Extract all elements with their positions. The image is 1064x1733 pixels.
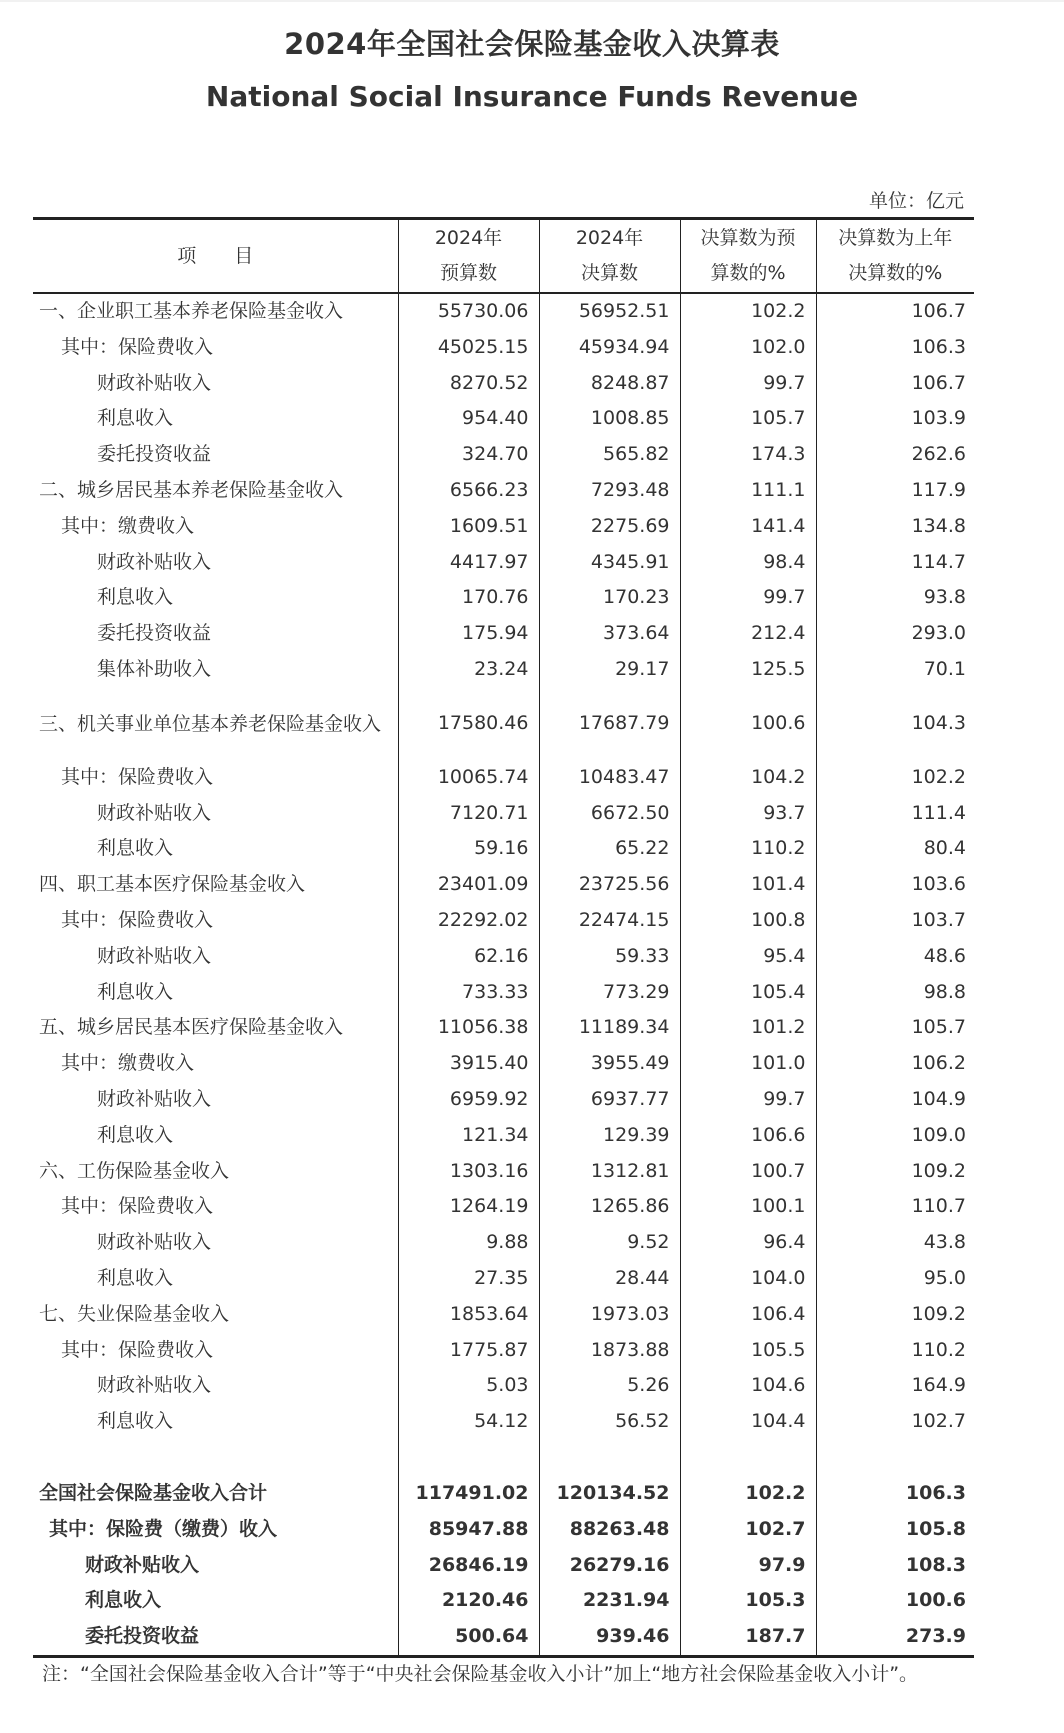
row-label: 委托投资收益 bbox=[97, 443, 212, 466]
table-row bbox=[33, 545, 974, 581]
pct-budget-value: 104.6 bbox=[680, 1368, 816, 1404]
budget-value: 55730.06 bbox=[398, 293, 539, 330]
top-divider bbox=[0, 0, 1064, 2]
header-final-line2: 决算数 bbox=[580, 262, 638, 284]
final-value: 1873.88 bbox=[539, 1333, 680, 1369]
budget-value: 324.70 bbox=[398, 437, 539, 473]
budget-value: 17580.46 bbox=[398, 688, 539, 760]
header-final bbox=[539, 219, 680, 294]
table-row bbox=[33, 616, 974, 652]
pct-budget-value: 99.7 bbox=[680, 580, 816, 616]
pct-prev-value: 273.9 bbox=[816, 1619, 974, 1656]
pct-budget-value: 99.7 bbox=[680, 366, 816, 402]
budget-value: 1264.19 bbox=[398, 1189, 539, 1225]
table-row bbox=[33, 1368, 974, 1404]
pct-prev-value: 117.9 bbox=[816, 473, 974, 509]
row-label: 七、失业保险基金收入 bbox=[39, 1302, 230, 1325]
row-label: 其中：缴费收入 bbox=[61, 1052, 195, 1075]
final-value: 170.23 bbox=[539, 580, 680, 616]
table-row bbox=[33, 1333, 974, 1369]
row-label: 利息收入 bbox=[85, 1589, 162, 1612]
budget-value: 4417.97 bbox=[398, 545, 539, 581]
budget-value: 1775.87 bbox=[398, 1333, 539, 1369]
row-label: 一、企业职工基本养老保险基金收入 bbox=[39, 300, 344, 322]
pct-prev-value: 105.8 bbox=[816, 1512, 974, 1548]
row-label: 其中：保险费（缴费）收入 bbox=[49, 1517, 278, 1540]
row-label: 利息收入 bbox=[97, 1410, 174, 1433]
row-label: 委托投资收益 bbox=[33, 1619, 398, 1656]
final-value: 29.17 bbox=[539, 652, 680, 688]
table-row bbox=[33, 293, 974, 330]
spacer-row bbox=[33, 1440, 974, 1476]
budget-value: 6959.92 bbox=[398, 1082, 539, 1118]
pct-prev-value: 48.6 bbox=[816, 939, 974, 975]
final-value: 2275.69 bbox=[539, 509, 680, 545]
budget-value: 733.33 bbox=[398, 975, 539, 1011]
row-label: 利息收入 bbox=[97, 1123, 174, 1146]
header-pct-budget bbox=[680, 219, 816, 294]
row-label: 利息收入 bbox=[97, 407, 174, 430]
table-row bbox=[33, 975, 974, 1011]
total-row bbox=[33, 1619, 974, 1656]
row-label: 其中：保险费收入 bbox=[61, 335, 214, 358]
final-value: 6672.50 bbox=[539, 796, 680, 832]
table-row bbox=[33, 1189, 974, 1225]
budget-value: 11056.38 bbox=[398, 1010, 539, 1046]
row-label: 集体补助收入 bbox=[97, 657, 212, 680]
revenue-table bbox=[33, 217, 974, 1658]
header-budget-line1: 2024年 bbox=[434, 227, 503, 249]
row-label: 财政补贴收入 bbox=[97, 1374, 212, 1397]
pct-budget-value: 99.7 bbox=[680, 1082, 816, 1118]
header-pct-budget-line1: 决算数为预 bbox=[700, 227, 796, 249]
pct-budget-value: 106.4 bbox=[680, 1297, 816, 1333]
pct-budget-value: 96.4 bbox=[680, 1225, 816, 1261]
table-row bbox=[33, 1082, 974, 1118]
table-row bbox=[33, 688, 974, 760]
header-pct-prev bbox=[816, 219, 974, 294]
pct-prev-value: 93.8 bbox=[816, 580, 974, 616]
pct-budget-value: 105.5 bbox=[680, 1333, 816, 1369]
footnote: 注：“全国社会保险基金收入合计”等于“中央社会保险基金收入小计”加上“地方社会保险基金收入小计”。 bbox=[42, 1663, 919, 1685]
table-row bbox=[33, 330, 974, 366]
pct-prev-value: 109.2 bbox=[816, 1154, 974, 1190]
final-value: 22474.15 bbox=[539, 903, 680, 939]
pct-prev-value: 262.6 bbox=[816, 437, 974, 473]
pct-budget-value: 102.7 bbox=[680, 1512, 816, 1548]
pct-prev-value: 95.0 bbox=[816, 1261, 974, 1297]
pct-prev-value: 106.7 bbox=[816, 366, 974, 402]
final-value: 1008.85 bbox=[539, 401, 680, 437]
pct-budget-value: 111.1 bbox=[680, 473, 816, 509]
page-subtitle: National Social Insurance Funds Revenue bbox=[205, 80, 859, 113]
final-value: 2231.94 bbox=[539, 1583, 680, 1619]
pct-prev-value: 109.2 bbox=[816, 1297, 974, 1333]
table-row bbox=[33, 1404, 974, 1440]
total-row bbox=[33, 1476, 974, 1512]
pct-budget-value: 110.2 bbox=[680, 831, 816, 867]
pct-budget-value: 93.7 bbox=[680, 796, 816, 832]
header-budget-line2: 预算数 bbox=[439, 262, 497, 284]
table-row bbox=[33, 1154, 974, 1190]
budget-value: 23401.09 bbox=[398, 867, 539, 903]
final-value: 23725.56 bbox=[539, 867, 680, 903]
row-label: 利息收入 bbox=[97, 837, 174, 860]
pct-prev-value: 106.2 bbox=[816, 1046, 974, 1082]
budget-value: 1303.16 bbox=[398, 1154, 539, 1190]
pct-prev-value: 102.7 bbox=[816, 1404, 974, 1440]
budget-value: 1853.64 bbox=[398, 1297, 539, 1333]
header-pct-prev-line1: 决算数为上年 bbox=[838, 227, 953, 249]
pct-budget-value: 187.7 bbox=[680, 1619, 816, 1656]
row-label: 其中：保险费收入 bbox=[61, 1338, 214, 1361]
header-item bbox=[33, 219, 398, 294]
budget-value: 23.24 bbox=[398, 652, 539, 688]
row-label: 其中：保险费收入 bbox=[61, 1195, 214, 1218]
pct-prev-value: 43.8 bbox=[816, 1225, 974, 1261]
pct-prev-value: 104.3 bbox=[816, 688, 974, 760]
header-pct-prev-line2: 决算数的% bbox=[848, 262, 943, 284]
final-value: 939.46 bbox=[539, 1619, 680, 1656]
pct-prev-value: 164.9 bbox=[816, 1368, 974, 1404]
row-label: 其中：保险费收入 bbox=[61, 765, 214, 788]
pct-prev-value: 103.6 bbox=[816, 867, 974, 903]
budget-value: 85947.88 bbox=[398, 1512, 539, 1548]
row-label: 财政补贴收入 bbox=[97, 550, 212, 573]
pct-budget-value: 97.9 bbox=[680, 1548, 816, 1584]
pct-prev-value: 102.2 bbox=[816, 760, 974, 796]
final-value: 88263.48 bbox=[539, 1512, 680, 1548]
final-value: 1265.86 bbox=[539, 1189, 680, 1225]
budget-value: 117491.02 bbox=[398, 1476, 539, 1512]
final-value: 1973.03 bbox=[539, 1297, 680, 1333]
pct-budget-value: 100.8 bbox=[680, 903, 816, 939]
unit-label: 单位：亿元 bbox=[868, 190, 964, 212]
budget-value: 27.35 bbox=[398, 1261, 539, 1297]
table-row bbox=[33, 939, 974, 975]
pct-prev-value: 109.0 bbox=[816, 1118, 974, 1154]
row-label: 四、职工基本医疗保险基金收入 bbox=[39, 873, 306, 896]
budget-value: 175.94 bbox=[398, 616, 539, 652]
pct-prev-value: 111.4 bbox=[816, 796, 974, 832]
final-value: 373.64 bbox=[539, 616, 680, 652]
pct-budget-value: 100.6 bbox=[680, 688, 816, 760]
pct-budget-value: 104.0 bbox=[680, 1261, 816, 1297]
pct-prev-value: 134.8 bbox=[816, 509, 974, 545]
budget-value: 954.40 bbox=[398, 401, 539, 437]
pct-budget-value: 102.2 bbox=[680, 1476, 816, 1512]
budget-value: 54.12 bbox=[398, 1404, 539, 1440]
final-value: 10483.47 bbox=[539, 760, 680, 796]
table-row bbox=[33, 831, 974, 867]
final-value: 129.39 bbox=[539, 1118, 680, 1154]
header-item-label: 项 目 bbox=[177, 244, 254, 267]
row-label: 利息收入 bbox=[97, 1266, 174, 1289]
table-row bbox=[33, 652, 974, 688]
pct-prev-value: 106.3 bbox=[816, 1476, 974, 1512]
final-value: 3955.49 bbox=[539, 1046, 680, 1082]
final-value: 56952.51 bbox=[539, 293, 680, 330]
pct-budget-value: 100.7 bbox=[680, 1154, 816, 1190]
table-row bbox=[33, 509, 974, 545]
row-label: 其中：保险费收入 bbox=[61, 908, 214, 931]
pct-prev-value: 104.9 bbox=[816, 1082, 974, 1118]
empty-cell bbox=[398, 1440, 539, 1476]
final-value: 45934.94 bbox=[539, 330, 680, 366]
pct-prev-value: 106.7 bbox=[816, 293, 974, 330]
pct-budget-value: 101.4 bbox=[680, 867, 816, 903]
header-budget bbox=[398, 219, 539, 294]
budget-value: 9.88 bbox=[398, 1225, 539, 1261]
row-label: 二、城乡居民基本养老保险基金收入 bbox=[39, 478, 344, 501]
table-row bbox=[33, 1261, 974, 1297]
budget-value: 62.16 bbox=[398, 939, 539, 975]
final-value: 26279.16 bbox=[539, 1548, 680, 1584]
table-row bbox=[33, 903, 974, 939]
total-row bbox=[33, 1512, 974, 1548]
table-row bbox=[33, 366, 974, 402]
budget-value: 6566.23 bbox=[398, 473, 539, 509]
table-row bbox=[33, 473, 974, 509]
final-value: 9.52 bbox=[539, 1225, 680, 1261]
empty-cell bbox=[680, 1440, 816, 1476]
budget-value: 3915.40 bbox=[398, 1046, 539, 1082]
pct-budget-value: 100.1 bbox=[680, 1189, 816, 1225]
table-row bbox=[33, 1118, 974, 1154]
pct-prev-value: 106.3 bbox=[816, 330, 974, 366]
row-label: 全国社会保险基金收入合计 bbox=[39, 1481, 268, 1504]
final-value: 7293.48 bbox=[539, 473, 680, 509]
row-label: 财政补贴收入 bbox=[85, 1553, 200, 1576]
pct-budget-value: 101.0 bbox=[680, 1046, 816, 1082]
table-row bbox=[33, 867, 974, 903]
table-row bbox=[33, 1297, 974, 1333]
budget-value: 22292.02 bbox=[398, 903, 539, 939]
budget-value: 7120.71 bbox=[398, 796, 539, 832]
pct-budget-value: 104.2 bbox=[680, 760, 816, 796]
budget-value: 500.64 bbox=[398, 1619, 539, 1656]
pct-prev-value: 110.2 bbox=[816, 1333, 974, 1369]
final-value: 28.44 bbox=[539, 1261, 680, 1297]
total-row bbox=[33, 1548, 974, 1584]
row-label: 委托投资收益 bbox=[97, 622, 212, 645]
row-label: 利息收入 bbox=[97, 586, 174, 609]
pct-budget-value: 125.5 bbox=[680, 652, 816, 688]
pct-budget-value: 105.7 bbox=[680, 401, 816, 437]
pct-prev-value: 114.7 bbox=[816, 545, 974, 581]
final-value: 8248.87 bbox=[539, 366, 680, 402]
budget-value: 1609.51 bbox=[398, 509, 539, 545]
pct-budget-value: 102.0 bbox=[680, 330, 816, 366]
budget-value: 8270.52 bbox=[398, 366, 539, 402]
pct-prev-value: 80.4 bbox=[816, 831, 974, 867]
pct-prev-value: 70.1 bbox=[816, 652, 974, 688]
page-title: 2024年全国社会保险基金收入决算表 bbox=[284, 27, 780, 61]
table-row bbox=[33, 580, 974, 616]
final-value: 120134.52 bbox=[539, 1476, 680, 1512]
pct-budget-value: 106.6 bbox=[680, 1118, 816, 1154]
row-label: 财政补贴收入 bbox=[97, 1087, 212, 1110]
table-row bbox=[33, 1046, 974, 1082]
table-row bbox=[33, 796, 974, 832]
pct-budget-value: 104.4 bbox=[680, 1404, 816, 1440]
pct-prev-value: 108.3 bbox=[816, 1548, 974, 1584]
final-value: 565.82 bbox=[539, 437, 680, 473]
budget-value: 26846.19 bbox=[398, 1548, 539, 1584]
pct-prev-value: 105.7 bbox=[816, 1010, 974, 1046]
row-label: 财政补贴收入 bbox=[97, 801, 212, 824]
pct-budget-value: 141.4 bbox=[680, 509, 816, 545]
final-value: 4345.91 bbox=[539, 545, 680, 581]
table-row bbox=[33, 401, 974, 437]
pct-prev-value: 110.7 bbox=[816, 1189, 974, 1225]
final-value: 5.26 bbox=[539, 1368, 680, 1404]
pct-budget-value: 174.3 bbox=[680, 437, 816, 473]
final-value: 1312.81 bbox=[539, 1154, 680, 1190]
empty-cell bbox=[816, 1440, 974, 1476]
pct-budget-value: 101.2 bbox=[680, 1010, 816, 1046]
table-row bbox=[33, 1225, 974, 1261]
pct-prev-value: 103.9 bbox=[816, 401, 974, 437]
header-final-line1: 2024年 bbox=[575, 227, 644, 249]
table-row bbox=[33, 1010, 974, 1046]
row-label: 财政补贴收入 bbox=[97, 1231, 212, 1254]
row-label: 财政补贴收入 bbox=[97, 944, 212, 967]
row-label: 利息收入 bbox=[97, 980, 174, 1003]
row-label: 财政补贴收入 bbox=[97, 371, 212, 394]
table-row bbox=[33, 760, 974, 796]
budget-value: 10065.74 bbox=[398, 760, 539, 796]
pct-budget-value: 95.4 bbox=[680, 939, 816, 975]
row-label: 其中：缴费收入 bbox=[61, 514, 195, 537]
budget-value: 121.34 bbox=[398, 1118, 539, 1154]
pct-prev-value: 103.7 bbox=[816, 903, 974, 939]
budget-value: 2120.46 bbox=[398, 1583, 539, 1619]
final-value: 6937.77 bbox=[539, 1082, 680, 1118]
budget-value: 59.16 bbox=[398, 831, 539, 867]
total-row bbox=[33, 1583, 974, 1619]
empty-cell bbox=[33, 1440, 398, 1476]
pct-budget-value: 98.4 bbox=[680, 545, 816, 581]
row-label: 六、工伤保险基金收入 bbox=[39, 1159, 230, 1182]
row-label: 五、城乡居民基本医疗保险基金收入 bbox=[39, 1016, 344, 1039]
final-value: 773.29 bbox=[539, 975, 680, 1011]
empty-cell bbox=[539, 1440, 680, 1476]
final-value: 11189.34 bbox=[539, 1010, 680, 1046]
budget-value: 170.76 bbox=[398, 580, 539, 616]
pct-budget-value: 102.2 bbox=[680, 293, 816, 330]
table-header-row bbox=[33, 219, 974, 294]
final-value: 59.33 bbox=[539, 939, 680, 975]
row-label: 三、机关事业单位基本养老保险基金收入 bbox=[39, 712, 382, 735]
final-value: 17687.79 bbox=[539, 688, 680, 760]
pct-prev-value: 98.8 bbox=[816, 975, 974, 1011]
pct-budget-value: 105.3 bbox=[680, 1583, 816, 1619]
pct-prev-value: 100.6 bbox=[816, 1583, 974, 1619]
pct-prev-value: 293.0 bbox=[816, 616, 974, 652]
table-row bbox=[33, 437, 974, 473]
pct-budget-value: 212.4 bbox=[680, 616, 816, 652]
final-value: 56.52 bbox=[539, 1404, 680, 1440]
budget-value: 5.03 bbox=[398, 1368, 539, 1404]
pct-budget-value: 105.4 bbox=[680, 975, 816, 1011]
budget-value: 45025.15 bbox=[398, 330, 539, 366]
final-value: 65.22 bbox=[539, 831, 680, 867]
header-pct-budget-line2: 算数的% bbox=[710, 262, 786, 284]
